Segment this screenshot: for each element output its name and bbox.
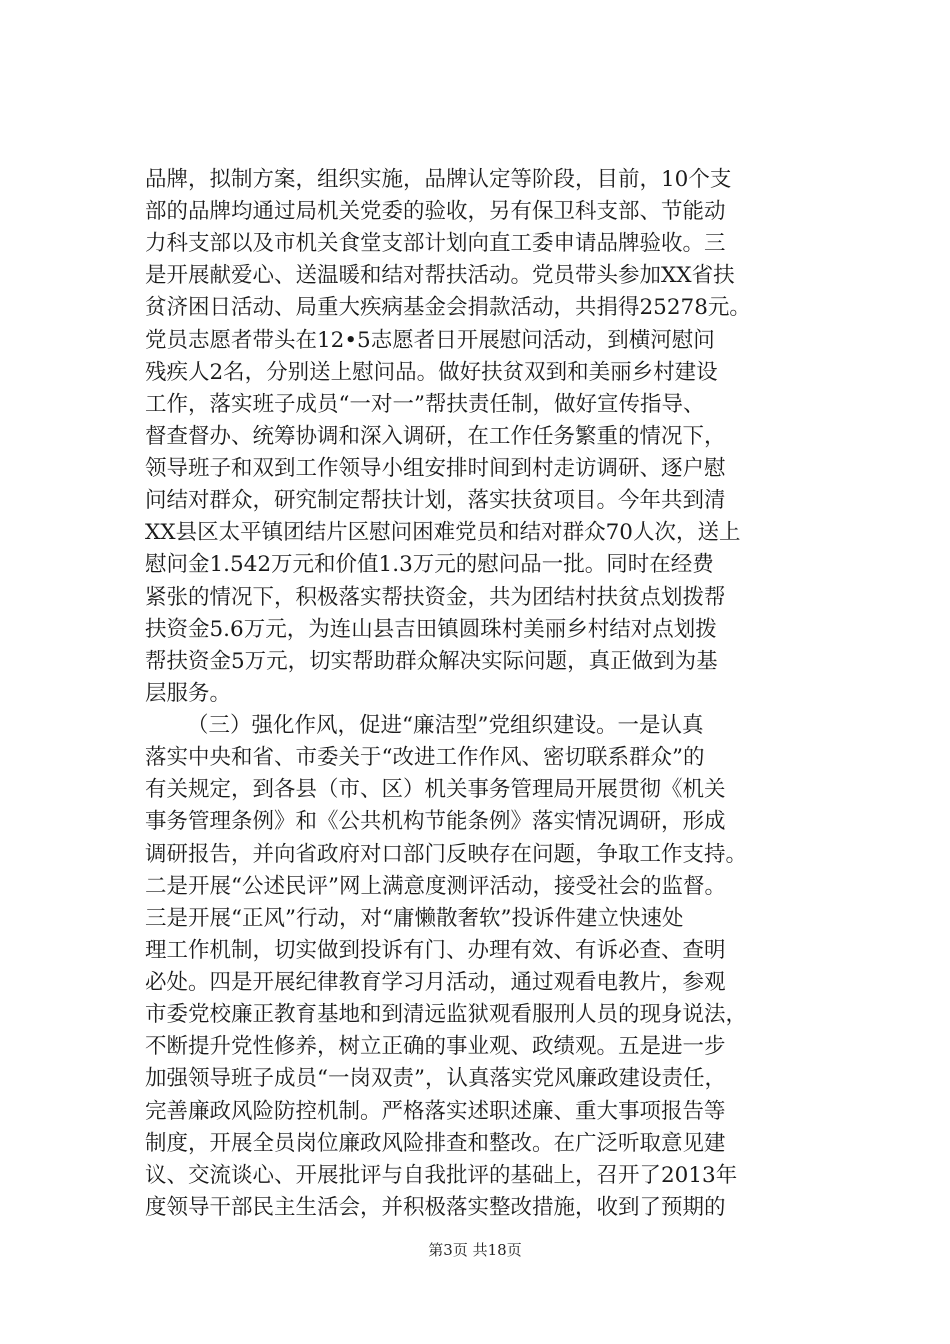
text-line: 慰问金1.542万元和价值1.3万元的慰问品一批。同时在经费 xyxy=(145,552,714,578)
text-line: 不断提升党性修养，树立正确的事业观、政绩观。五是进一步 xyxy=(145,1034,726,1060)
text-line: 制度，开展全员岗位廉政风险排查和整改。在广泛听取意见建 xyxy=(145,1130,726,1156)
text-line: 督查督办、统筹协调和深入调研，在工作任务繁重的情况下， xyxy=(145,423,726,449)
text-line: 品牌，拟制方案，组织实施，品牌认定等阶段，目前，10个支 xyxy=(145,167,732,192)
text-line: 党员志愿者带头在12•5志愿者日开展慰问活动，到横河慰问 xyxy=(145,327,715,353)
text-line: 理工作机制，切实做到投诉有门、办理有效、有诉必查、查明 xyxy=(145,937,726,963)
text-line: 贫济困日活动、局重大疾病基金会捐款活动，共捐得25278元。 xyxy=(145,295,751,321)
text-line: 二是开展“公述民评”网上满意度测评活动，接受社会的监督。 xyxy=(145,873,726,899)
text-line: 必处。四是开展纪律教育学习月活动，通过观看电教片，参观 xyxy=(145,970,726,996)
text-line: 有关规定，到各县（市、区）机关事务管理局开展贯彻《机关 xyxy=(145,777,726,803)
section-heading-line: （三）强化作风，促进“廉洁型”党组织建设。一是认真 xyxy=(187,713,704,739)
text-line: 三是开展“正风”行动，对“庸懒散奢软”投诉件建立快速处 xyxy=(145,905,684,931)
text-line: 帮扶资金5万元，切实帮助群众解决实际问题，真正做到为基 xyxy=(145,648,718,674)
text-line: 是开展献爱心、送温暖和结对帮扶活动。党员带头参加XX省扶 xyxy=(145,263,735,289)
text-line: 层服务。 xyxy=(145,680,232,706)
text-line: 落实中央和省、市委关于“改进工作作风、密切联系群众”的 xyxy=(145,745,705,771)
text-line: XX县区太平镇团结片区慰问困难党员和结对群众70人次，送上 xyxy=(145,520,741,546)
text-line: 加强领导班子成员“一岗双责”，认真落实党风廉政建设责任， xyxy=(145,1066,726,1092)
text-line: 扶资金5.6万元，为连山县吉田镇圆珠村美丽乡村结对点划拨 xyxy=(145,616,717,642)
text-line: 度领导干部民主生活会，并积极落实整改措施，收到了预期的 xyxy=(145,1194,726,1220)
text-line: 议、交流谈心、开展批评与自我批评的基础上，召开了2013年 xyxy=(145,1162,738,1188)
text-line: 问结对群众，研究制定帮扶计划，落实扶贫项目。今年共到清 xyxy=(145,488,726,514)
page-number-footer: 第3页 共18页 xyxy=(428,1241,522,1259)
text-line: 残疾人2名，分别送上慰问品。做好扶贫双到和美丽乡村建设 xyxy=(145,359,718,385)
text-line: 工作，落实班子成员“一对一”帮扶责任制，做好宣传指导、 xyxy=(145,391,705,417)
text-line: 部的品牌均通过局机关党委的验收，另有保卫科支部、节能动 xyxy=(145,199,726,225)
text-line: 完善廉政风险防控机制。严格落实述职述廉、重大事项报告等 xyxy=(145,1098,726,1124)
text-line: 市委党校廉正教育基地和到清远监狱观看服刑人员的现身说法， xyxy=(145,1002,748,1028)
text-line: 事务管理条例》和《公共机构节能条例》落实情况调研，形成 xyxy=(145,809,726,835)
text-line: 领导班子和双到工作领导小组安排时间到村走访调研、逐户慰 xyxy=(145,456,726,482)
text-line: 调研报告，并向省政府对口部门反映存在问题，争取工作支持。 xyxy=(145,841,748,867)
text-line: 力科支部以及市机关食堂支部计划向直工委申请品牌验收。三 xyxy=(145,231,726,257)
text-line: 紧张的情况下，积极落实帮扶资金，共为团结村扶贫点划拨帮 xyxy=(145,584,726,610)
